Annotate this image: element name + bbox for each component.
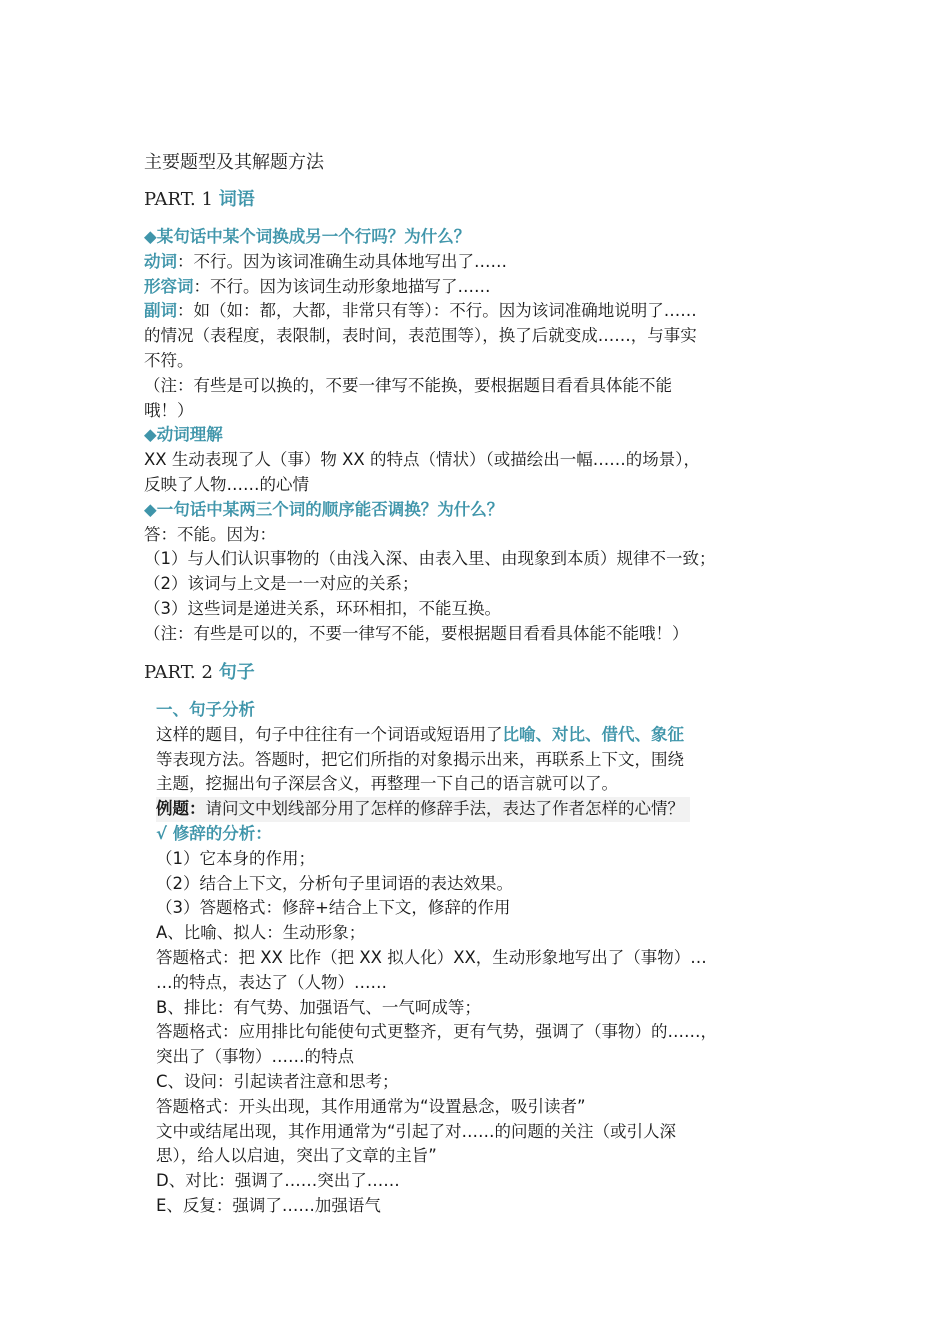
- body-line: C、设问：引起读者注意和思考；: [156, 1071, 399, 1091]
- part1-body: [144, 225, 819, 647]
- verb-understanding-line2: 反映了人物……的心情: [144, 474, 309, 494]
- adverb-answer: [144, 299, 819, 324]
- verb-answer: [144, 250, 819, 275]
- adverb-label: 副词: [144, 301, 177, 321]
- body-line: 答题格式：应用排比句能使句式更整齐，更有气势，强调了（事物）的……，: [156, 1022, 717, 1042]
- question-verb-understanding: ◆动词理解: [144, 425, 223, 445]
- adjective-text: ：不行。因为该词生动形象地描写了……: [193, 276, 491, 296]
- document-title: 主要题型及其解题方法: [144, 152, 324, 173]
- body-line: A、比喻、拟人：生动形象；: [156, 923, 366, 943]
- adverb-line3: 不符。: [144, 350, 194, 370]
- answer-head: 答：不能。因为：: [144, 524, 276, 544]
- question-word-order: ◆一句话中某两三个词的顺序能否调换？为什么？: [144, 499, 504, 519]
- section-sentence-analysis: 一、句子分析: [156, 700, 255, 719]
- example-line: [156, 797, 816, 822]
- reason-item: （2）该词与上文是一一对应的关系；: [144, 574, 419, 594]
- note1-line1: （注：有些是可以换的，不要一律写不能换，要根据题目看看具体能不能: [144, 375, 672, 395]
- part2-number: 2: [201, 662, 213, 683]
- reason-item: （3）这些词是递进关系，环环相扣，不能互换。: [144, 598, 501, 618]
- example-box: [156, 797, 690, 822]
- step-item: （3）答题格式：修辞+结合上下文，修辞的作用: [156, 898, 511, 918]
- adjective-answer: [144, 275, 819, 300]
- part1-number: 1: [201, 189, 213, 210]
- part1-name: 词语: [218, 189, 255, 210]
- verb-understanding-line1: XX 生动表现了人（事）物 XX 的特点（情状）（或描绘出一幅……的场景），: [144, 450, 700, 470]
- body-line: 文中或结尾出现，其作用通常为“引起了对……的问题的关注（或引人深: [156, 1121, 677, 1141]
- body-line: E、反复：强调了……加强语气: [156, 1195, 381, 1215]
- step-item: （1）它本身的作用；: [156, 848, 315, 868]
- part2-body: [156, 698, 816, 1219]
- verb-text: ：不行。因为该词准确生动具体地写出了……: [177, 251, 507, 271]
- body-line: 思），给人以启迪，突出了文章的主旨”: [156, 1146, 437, 1166]
- reason-item: （1）与人们认识事物的（由浅入深、由表入里、由现象到本质）规律不一致；: [144, 549, 716, 569]
- example-label: 例题：: [156, 799, 206, 819]
- body-line: B、排比：有气势、加强语气、一气呵成等；: [156, 997, 481, 1017]
- note2: （注：有些是可以的，不要一律写不能，要根据题目看看具体能不能哦！）: [144, 623, 689, 643]
- part1-label: PART.: [144, 189, 196, 210]
- intro-line2: 等表现方法。答题时，把它们所指的对象揭示出来，再联系上下文，围绕: [156, 749, 684, 769]
- note1-line2: 哦！）: [144, 400, 194, 420]
- part2-label: PART.: [144, 662, 196, 683]
- body-line: …的特点，表达了（人物）……: [156, 972, 387, 992]
- body-line: 答题格式：开头出现，其作用通常为“设置悬念，吸引读者”: [156, 1096, 586, 1116]
- rhetoric-heading: √ 修辞的分析：: [156, 823, 272, 843]
- part1-heading: [144, 188, 255, 212]
- part2-name: 句子: [218, 662, 255, 683]
- step-item: （2）结合上下文，分析句子里词语的表达效果。: [156, 873, 513, 893]
- verb-label: 动词: [144, 251, 177, 271]
- example-text: 请问文中划线部分用了怎样的修辞手法，表达了作者怎样的心情？: [205, 799, 684, 819]
- part2-heading: [144, 661, 255, 685]
- question-replace-word: ◆某句话中某个词换成另一个行吗？为什么？: [144, 227, 471, 246]
- adverb-line2: 的情况（表程度，表限制，表时间，表范围等），换了后就变成……，与事实: [144, 326, 697, 346]
- body-line: 突出了（事物）……的特点: [156, 1047, 354, 1067]
- intro-line3: 主题，挖掘出句子深层含义，再整理一下自己的语言就可以了。: [156, 774, 618, 794]
- intro-highlight: 比喻、对比、借代、象征: [502, 724, 684, 744]
- body-line: 答题格式：把 XX 比作（把 XX 拟人化）XX，生动形象地写出了（事物）…: [156, 947, 707, 967]
- intro-text: 这样的题目，句子中往往有一个词语或短语用了: [156, 724, 503, 744]
- intro-line1: [156, 723, 816, 748]
- adverb-text: ：如（如：都，大都，非常只有等）：不行。因为该词准确地说明了……: [177, 301, 697, 321]
- body-line: D、对比：强调了……突出了……: [156, 1171, 400, 1191]
- adjective-label: 形容词: [144, 276, 194, 296]
